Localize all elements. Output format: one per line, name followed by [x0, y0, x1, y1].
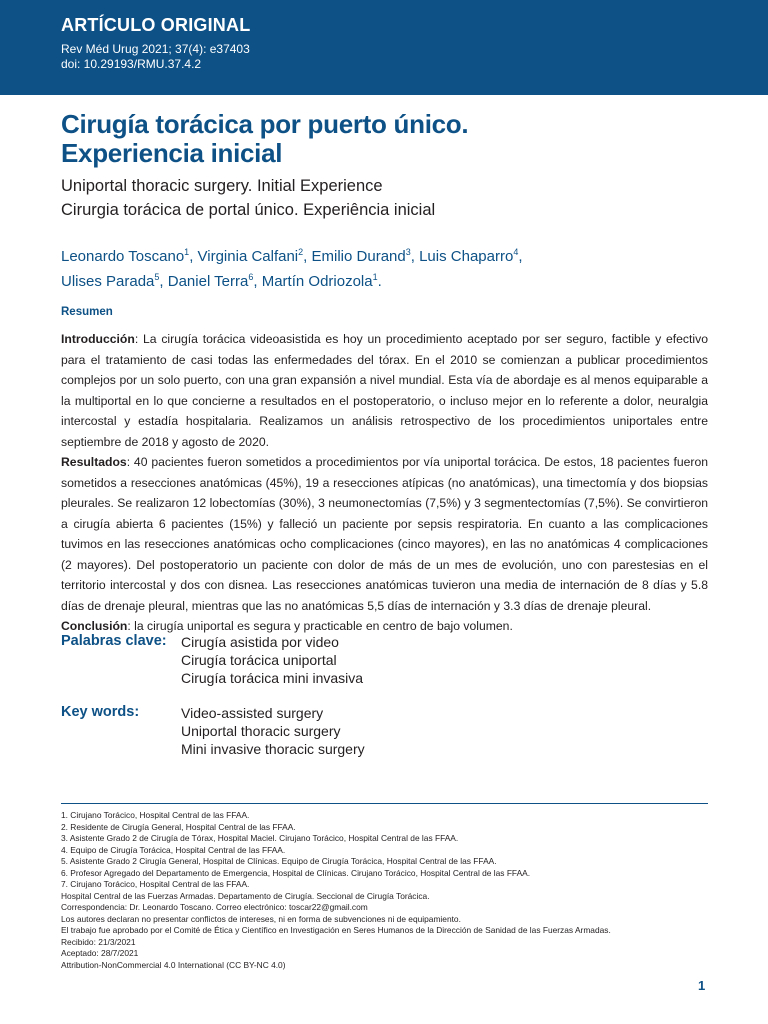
keyword-item: Video-assisted surgery [181, 705, 324, 721]
author-affiliation: 4 [513, 247, 519, 257]
keyword-item: Cirugía torácica uniportal [181, 652, 337, 668]
portuguese-title: Cirurgia torácica de portal único. Experiência inicial [61, 201, 436, 219]
author-affiliation: 1 [184, 247, 190, 257]
results-text: : 40 pacientes fueron sometidos a procedimientos por vía uniportal torácica. De estos, 18 pacientes fueron sometidos a resecciones anatómicas (45%), 19 a resecciones atípicas (no anatómicas), una timectomía y dos biopsias pleurales. Se realizaron 12 lobectomías (30%), 3 neumonectomías (7,5%) y 3 segmentectomías (7,5%). Se convirtieron a cirugía abierta 6 pacientes (15%) y falleció un paciente por sepsis respiratoria. En cuanto a las complicaciones tuvimos en las resecciones anatómicas ocho complicaciones (cinco mayores), en las no anatómicas 4 complicaciones (2 mayores). Del postoperatorio un paciente con dolor de más de un mes de evolución, uno con parestesias en el territorio intercostal y dos con disnea. Las resecciones anatómicas tuvieron una media de internación de 8 días y 5.8 días de drenaje pleural, mientras que las no anatómicas 5,5 días de internación y 3.3 días de drenaje pleural. [61, 455, 708, 613]
conclusion-text: : la cirugía uniportal es segura y practicable en centro de bajo volumen. [127, 619, 513, 633]
english-title: Uniportal thoracic surgery. Initial Experience [61, 177, 383, 195]
journal-citation: Rev Méd Urug 2021; 37(4): e37403 [61, 42, 250, 56]
footnote-divider [61, 803, 708, 804]
footnote-received-date: Recibido: 21/3/2021 [61, 936, 136, 947]
introduction-text: : La cirugía torácica videoasistida es hoy un procedimiento aceptado por ser seguro, factible y efectivo para el tratamiento de casi todas las enfermedades del tórax. En el 2010 se comienzan a publicar procedimientos complejos por un solo puerto, con una gran expansión a nivel mundial. Esta vía de abordaje es al menos equiparable a la multiportal en lo que concierne a resultados en el postoperatorio, o incluso mejor en lo referente a dolor, neuralgia intercostal y estadía hospitalaria. Realizamos un análisis retrospectivo de los procedimientos uniportales entre septiembre de 2018 y agosto de 2020. [61, 332, 708, 449]
author-name: Ulises Parada [61, 273, 155, 290]
author-affiliation: 6 [248, 272, 254, 282]
introduction-label: Introducción [61, 332, 135, 346]
author-affiliation: 3 [405, 247, 411, 257]
footnote-accepted-date: Aceptado: 28/7/2021 [61, 948, 139, 958]
palabras-clave-list [181, 633, 363, 687]
footnote-line: Hospital Central de las Fuerzas Armadas. Departamento de Cirugía. Seccional de Cirugía Torácica. [61, 890, 430, 901]
footnote-line: Los autores declaran no presentar conflictos de intereses, ni en forma de subvenciones ni de equipamiento. [61, 913, 461, 924]
author-name: Daniel Terra [167, 273, 249, 290]
abstract-heading: Resumen [61, 306, 113, 318]
author-affiliation: 2 [298, 247, 304, 257]
keyword-item: Cirugía torácica mini invasiva [181, 670, 364, 686]
author-name: Martín Odriozola [261, 273, 373, 290]
keyword-item: Cirugía asistida por video [181, 634, 339, 650]
footnote-line: 3. Asistente Grado 2 de Cirugía de Tórax, Hospital Maciel. Cirujano Torácico, Hospital Central de las FFAA. [61, 833, 459, 843]
key-words-label: Key words: [61, 704, 140, 720]
palabras-clave-label: Palabras clave: [61, 633, 167, 649]
footnote-line: 2. Residente de Cirugía General, Hospital Central de las FFAA. [61, 821, 296, 832]
article-title-line-2: Experiencia inicial [61, 138, 283, 168]
author-name: Virginia Calfani [197, 248, 299, 265]
footnotes [61, 810, 721, 971]
author-list: Leonardo Toscano$^1$, Virginia Calfani$^2$, Emilio Durand$^3$, Luis Chaparro$^4$, Ulises Parada$^5$, Daniel Terra$^6$, Martín Odriozola$^1$. [61, 247, 523, 290]
footnote-correspondence[interactable]: Correspondencia: Dr. Leonardo Toscano. Correo electrónico: toscar22@gmail.com [61, 902, 368, 912]
doi-link[interactable]: doi: 10.29193/RMU.37.4.2 [61, 57, 202, 71]
author-name: Leonardo Toscano [61, 248, 185, 265]
article-title-line-1: Cirugía torácica por puerto único. [61, 109, 469, 139]
footnote-line: 1. Cirujano Torácico, Hospital Central de las FFAA. [61, 810, 250, 820]
abstract-results [61, 452, 708, 616]
keyword-item: Uniportal thoracic surgery [181, 723, 341, 739]
author-name: Luis Chaparro [419, 248, 514, 265]
abstract-introduction [61, 329, 708, 452]
keyword-item: Mini invasive thoracic surgery [181, 741, 365, 757]
section-label: ARTÍCULO ORIGINAL [61, 15, 251, 35]
author-affiliation: 1 [372, 272, 378, 282]
footnote-line: El trabajo fue aprobado por el Comité de Ética y Científico en Investigación en Seres Humanos de la Dirección de Sanidad de las Fuerzas Armadas. [61, 925, 611, 935]
article-title [61, 110, 711, 168]
footnote-line: 5. Asistente Grado 2 Cirugía General, Hospital de Clínicas. Equipo de Cirugía Torácica, Hospital Central de las FFAA. [61, 856, 497, 866]
author-name: Emilio Durand [311, 248, 406, 265]
footnote-line: 7. Cirujano Torácico, Hospital Central de las FFAA. [61, 879, 250, 889]
conclusion-label: Conclusión [61, 619, 128, 633]
key-words-list [181, 704, 365, 758]
header-band [0, 0, 768, 95]
footnote-license: Attribution-NonCommercial 4.0 International (CC BY-NC 4.0) [61, 959, 286, 970]
author-affiliation: 5 [154, 272, 160, 282]
page-number: 1 [698, 978, 706, 993]
footnote-line: 6. Profesor Agregado del Departamento de Emergencia, Hospital de Clínicas. Cirujano Torácico, Hospital Central de las FFAA. [61, 867, 531, 878]
results-label: Resultados [61, 455, 127, 469]
abstract-body [61, 329, 708, 637]
footnote-line: 4. Equipo de Cirugía Torácica, Hospital Central de las FFAA. [61, 844, 286, 855]
